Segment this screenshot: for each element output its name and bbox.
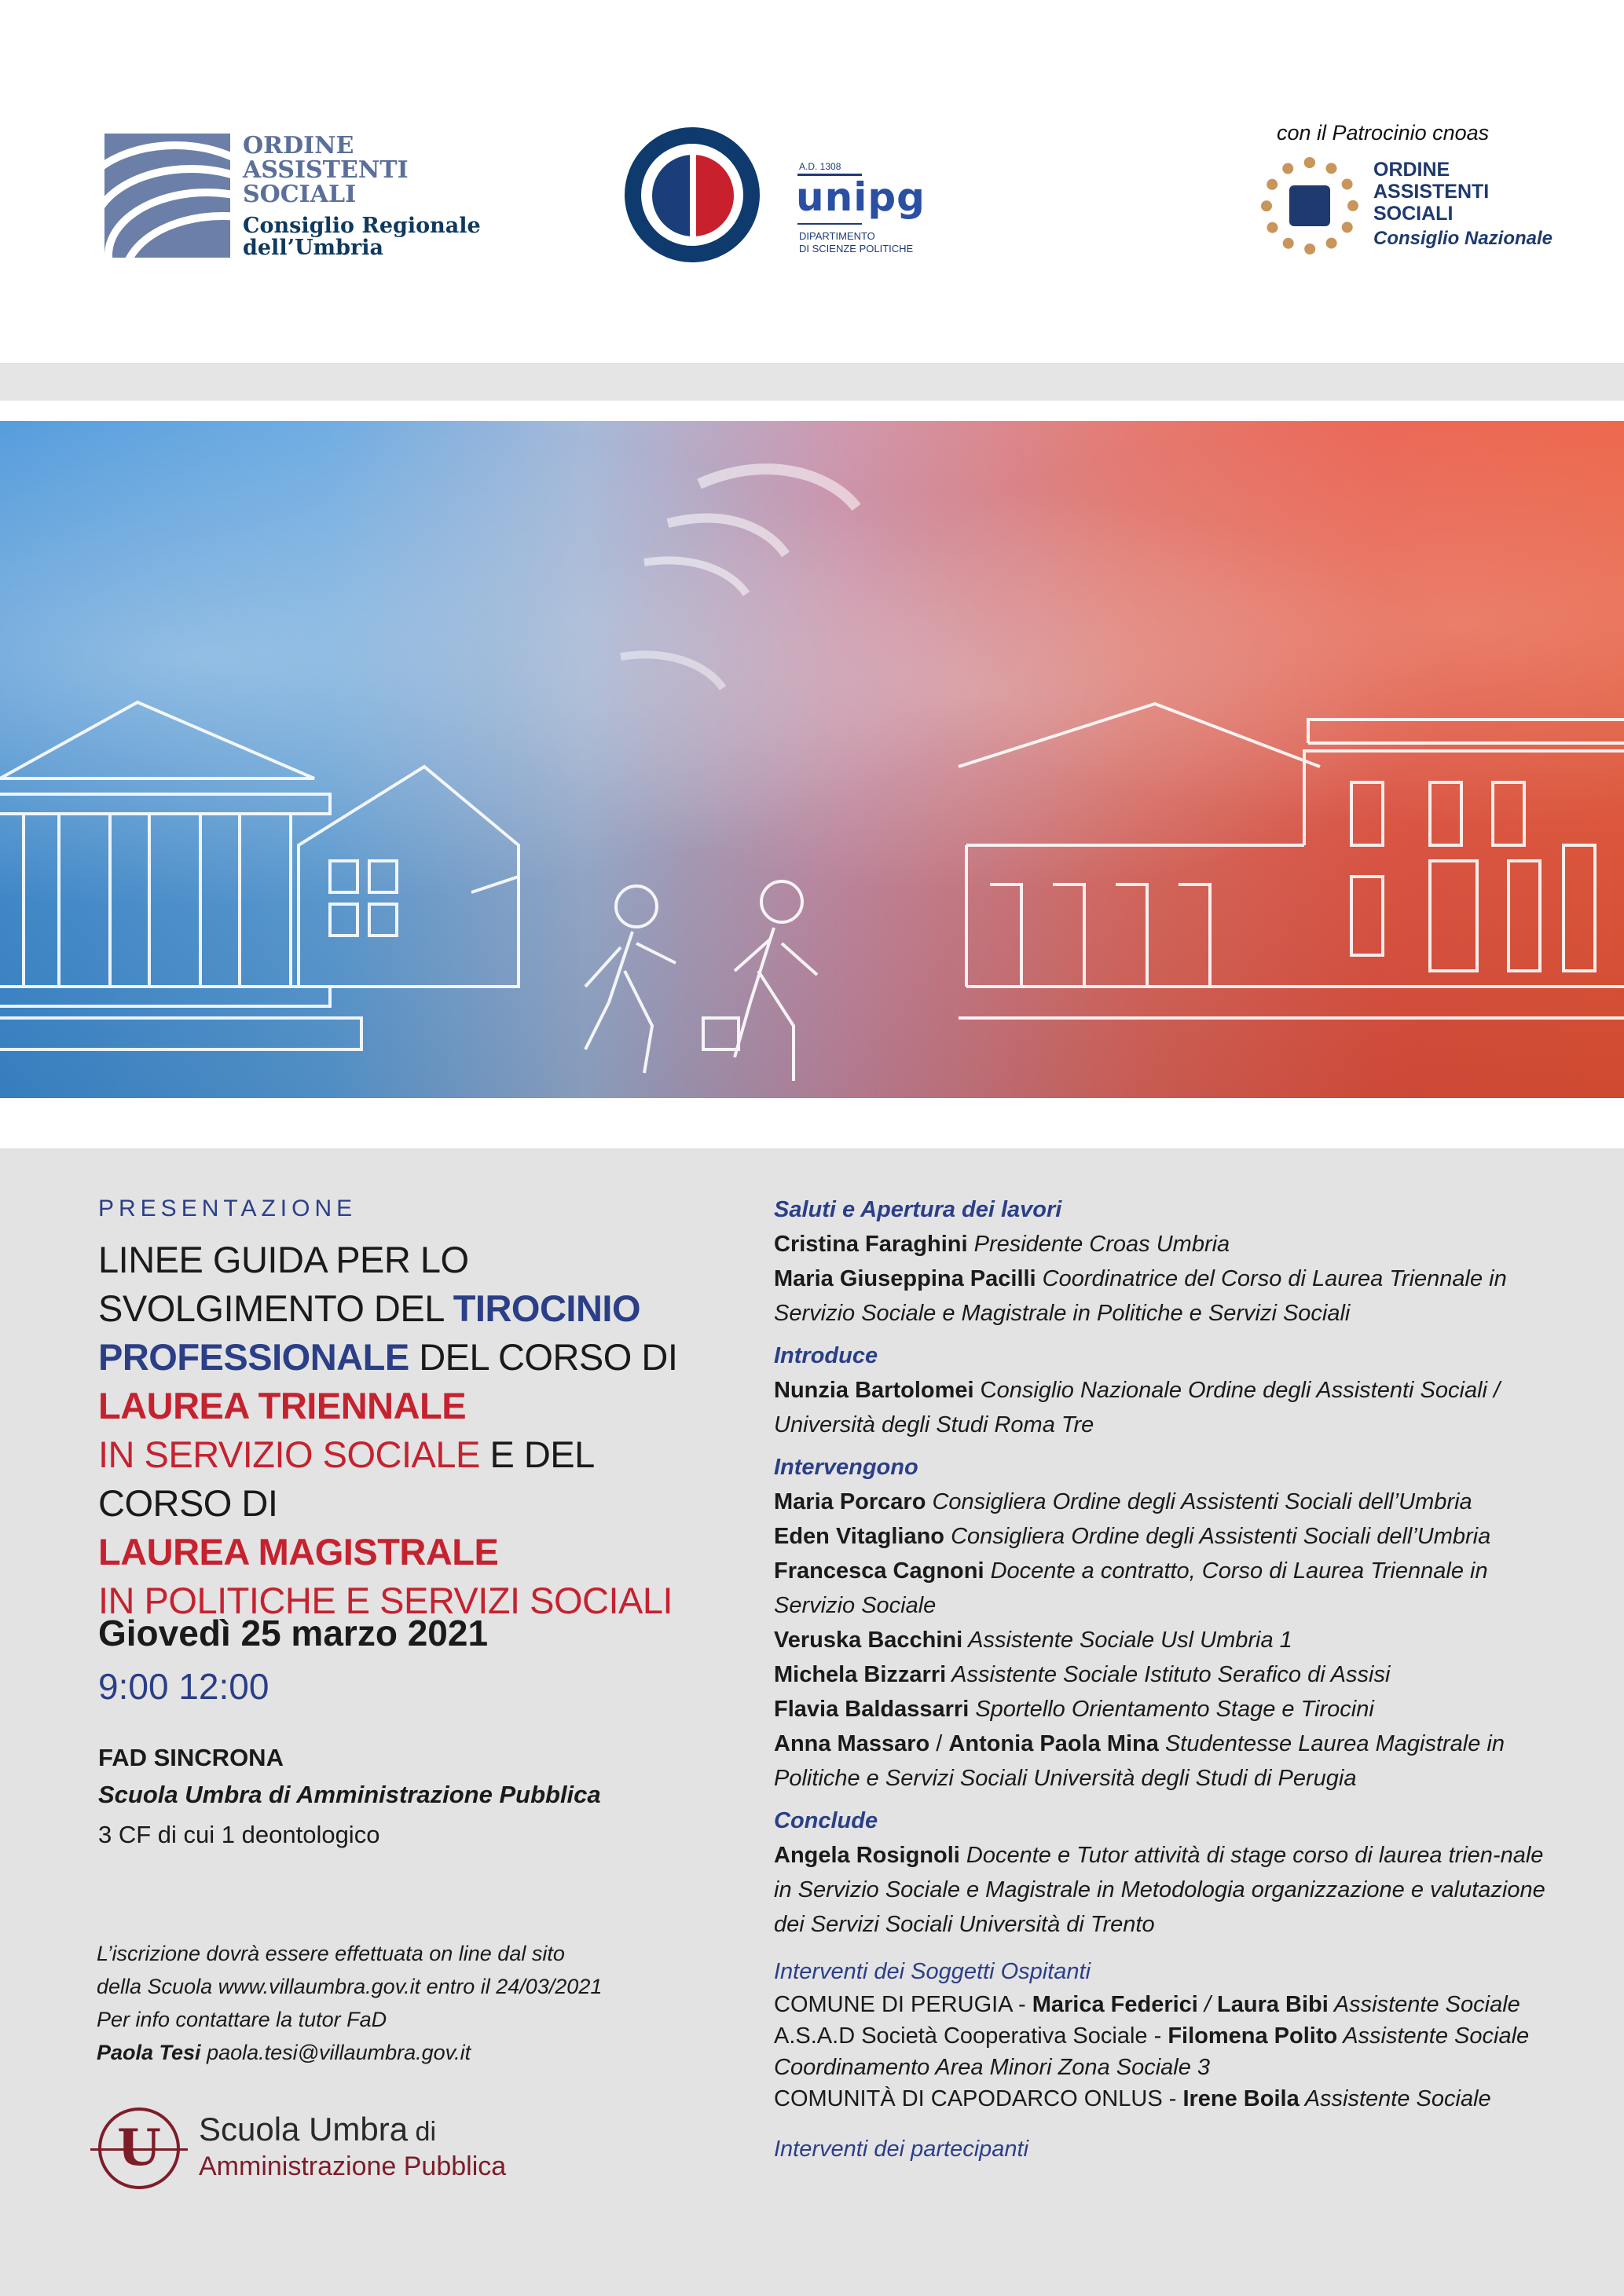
speaker-item: [774, 1838, 1567, 1942]
ospitante-org: COMUNITÀ DI CAPODARCO ONLUS -: [774, 2086, 1183, 2111]
event-date: Giovedì 25 marzo 2021: [98, 1613, 489, 1653]
banner-line-art: [0, 421, 1624, 1098]
speaker-name: Marica Federici: [1032, 1992, 1198, 2017]
presentazione-label: PRESENTAZIONE: [98, 1196, 357, 1221]
oas-umbria-name: [243, 134, 409, 207]
ospitante-item: [774, 2083, 1567, 2115]
speaker-role: Consigliera Ordine degli Assistenti Sociali dell’Umbria: [926, 1489, 1472, 1514]
scuola-umbra-line1: [199, 2111, 436, 2148]
oas-umbria-region2: dell’Umbria: [243, 236, 383, 260]
title-line2-a: SVOLGIMENTO DEL: [98, 1287, 453, 1329]
section-conclude: Conclude: [774, 1808, 878, 1833]
speaker-name: Veruska Bacchini: [774, 1628, 963, 1653]
speaker-name: Flavia Baldassarri: [774, 1697, 970, 1722]
speaker-separator: /: [1197, 1992, 1218, 2017]
speaker-name: Antonia Paola Mina: [948, 1731, 1159, 1756]
title-laurea-triennale: LAUREA TRIENNALE: [98, 1385, 467, 1426]
patrocinio-label: con il Patrocinio cnoas: [1277, 121, 1490, 145]
registration-info: [97, 1937, 694, 2069]
speaker-name: Maria Giuseppina Pacilli: [774, 1266, 1036, 1291]
speaker-name: Nunzia Bartolomei: [774, 1378, 974, 1403]
ospitante-org: COMUNE DI PERUGIA -: [774, 1992, 1032, 2017]
left-building-entablature: [0, 794, 330, 814]
title-politiche: IN POLITICHE E SERVIZI SOCIALI: [98, 1580, 673, 1621]
unipg-year: A.D. 1308: [799, 161, 841, 172]
cnoas-line1: ORDINE: [1373, 159, 1450, 181]
speaker-item: [774, 1692, 1567, 1727]
speaker-role: Sportello Orientamento Stage e Tirocini: [969, 1697, 1374, 1722]
title-professionale: PROFESSIONALE: [98, 1336, 409, 1378]
oas-umbria-line3: SOCIALI: [243, 181, 357, 208]
speaker-name: Eden Vitagliano: [774, 1524, 945, 1549]
unipg-seal-icon: [625, 127, 760, 262]
header-divider-band: [0, 363, 1624, 401]
event-organizer: Scuola Umbra di Amministrazione Pubblica: [98, 1781, 601, 1808]
logo-oas-umbria: [104, 134, 513, 259]
title-line3-b: DEL CORSO DI: [409, 1336, 678, 1378]
info-contact: [97, 2036, 694, 2069]
logo-scuola-umbra: [98, 2107, 538, 2194]
speaker-role: Docente e Tutor attività di stage corso di laurea trien-nale in Servizio Sociale e Magistrale in Metodologia organizzazione e valutazione dei Servizi Sociali Università di Trento: [774, 1843, 1545, 1937]
event-credits: 3 CF di cui 1 deontologico: [98, 1821, 380, 1848]
ospitante-org: A.S.A.D Società Cooperativa Sociale -: [774, 2023, 1168, 2049]
speaker-role: Coordinamento Area Minori Zona Sociale 3: [774, 2055, 1211, 2080]
hero-banner-image: [0, 421, 1624, 1098]
speaker-item: [774, 1519, 1567, 1554]
speaker-item: [774, 1727, 1567, 1796]
speaker-item: [774, 1554, 1567, 1623]
cnoas-line2: ASSISTENTI: [1373, 181, 1490, 203]
event-title: [98, 1236, 727, 1625]
info-line3: Per info contattare la tutor FaD: [97, 2008, 387, 2031]
speaker-item: [774, 1262, 1567, 1331]
logo-unipg: [625, 127, 926, 269]
speaker-role: onsiglio Nazionale Ordine degli Assistenti Sociali / Università degli Studi Roma Tre: [774, 1378, 1501, 1437]
title-line5-b: E DEL CORSO DI: [98, 1434, 594, 1524]
title-line5: [98, 1430, 727, 1528]
section-ospitanti: Interventi dei Soggetti Ospitanti: [774, 1959, 1091, 1984]
cnoas-sub: Consiglio Nazionale: [1373, 228, 1553, 249]
section-saluti: Saluti e Apertura dei lavori: [774, 1197, 1062, 1222]
speaker-role: Coordinatrice del Corso di Laurea Triennale in Servizio Sociale e Magistrale in Politiche e Servizi Sociali: [774, 1266, 1507, 1326]
speaker-name: Michela Bizzarri: [774, 1662, 947, 1687]
speaker-role: Assistente Sociale: [1337, 2023, 1530, 2049]
left-building-roof: [0, 702, 314, 778]
title-servizio-sociale: IN SERVIZIO SOCIALE: [98, 1434, 480, 1475]
title-line1: LINEE GUIDA PER LO: [98, 1239, 469, 1280]
info-line1: L’iscrizione dovrà essere effettuata on line dal sito: [97, 1942, 565, 1965]
section-introduce: Introduce: [774, 1343, 878, 1368]
speaker-separator: /: [929, 1731, 949, 1756]
speaker-role: Docente a contratto, Corso di Laurea Triennale in Servizio Sociale: [774, 1558, 1488, 1618]
event-time: 9:00 12:00: [98, 1666, 269, 1707]
speaker-name: Laura Bibi: [1217, 1992, 1329, 2017]
speaker-item: [774, 1657, 1567, 1692]
scuola-umbra-line2: Amministrazione Pubblica: [199, 2151, 507, 2181]
oas-umbria-mark-icon: [104, 134, 230, 258]
speaker-item: [774, 1485, 1567, 1519]
event-format: FAD SINCRONA: [98, 1744, 284, 1771]
oas-umbria-line1: ORDINE: [243, 132, 354, 159]
cnoas-mark-icon: [1261, 157, 1358, 255]
speaker-role: Presidente Croas Umbria: [967, 1232, 1230, 1257]
speaker-name: Anna Massaro: [774, 1731, 930, 1756]
unipg-dept-line1: DIPARTIMENTO: [799, 230, 875, 242]
speaker-role: Assistente Sociale: [1299, 2086, 1491, 2111]
cnoas-line3: SOCIALI: [1373, 203, 1454, 225]
title-tirocinio: TIROCINIO: [453, 1287, 641, 1329]
speaker-name: Cristina Faraghini: [774, 1232, 968, 1257]
speaker-name: Angela Rosignoli: [774, 1843, 960, 1868]
scuola-umbra-name: Scuola Umbra: [199, 2111, 409, 2148]
speaker-role: Assistente Sociale Istituto Serafico di Assisi: [946, 1662, 1391, 1687]
title-laurea-magistrale: LAUREA MAGISTRALE: [98, 1531, 499, 1573]
speaker-name: Francesca Cagnoni: [774, 1558, 984, 1584]
unipg-department: [799, 230, 913, 255]
unipg-wordmark: unipg: [796, 174, 926, 220]
speaker-role: Consigliera Ordine degli Assistenti Sociali dell’Umbria: [944, 1524, 1491, 1549]
title-line2: [98, 1284, 727, 1333]
speaker-name: Filomena Polito: [1168, 2023, 1338, 2049]
speaker-role: Studentesse Laurea Magistrale in Politiche e Servizi Sociali Università degli Studi di Perugia: [774, 1731, 1505, 1791]
speaker-item: [774, 1373, 1567, 1442]
scuola-umbra-di: di: [408, 2117, 437, 2147]
scuola-umbra-mark-icon: [98, 2107, 180, 2189]
program: [774, 1192, 1567, 2166]
speaker-item: [774, 1623, 1567, 1657]
speaker-role: Assistente Sociale Usl Umbria 1: [962, 1628, 1292, 1653]
ospitante-item: [774, 1989, 1567, 2020]
tutor-name: Paola Tesi: [97, 2041, 201, 2064]
info-line2: della Scuola www.villaumbra.gov.it entro il 24/03/2021: [97, 1975, 603, 1998]
speaker-role-initial: C: [973, 1378, 997, 1403]
oas-umbria-region1: Consiglio Regionale: [243, 214, 481, 238]
logo-cnoas: [1257, 118, 1553, 275]
speaker-role: Assistente Sociale: [1328, 1992, 1520, 2017]
oas-umbria-line2: ASSISTENTI: [243, 156, 409, 184]
tutor-email[interactable]: paola.tesi@villaumbra.gov.it: [200, 2041, 471, 2064]
unipg-dept-line2: DI SCIENZE POLITICHE: [799, 243, 914, 255]
section-partecipanti: Interventi dei partecipanti: [774, 2137, 1029, 2162]
scuola-umbra-mark-letter: U: [117, 2118, 161, 2177]
speaker-name: Maria Porcaro: [774, 1489, 926, 1514]
section-intervengono: Intervengono: [774, 1455, 918, 1480]
ospitante-item: [774, 2020, 1567, 2052]
speaker-name: Irene Boila: [1182, 2086, 1300, 2111]
ospitante-item: [774, 2052, 1567, 2083]
speaker-item: [774, 1227, 1567, 1262]
title-line3: [98, 1333, 727, 1382]
oas-umbria-region: [243, 215, 481, 259]
ospitanti-list: [774, 1989, 1567, 2115]
right-building-roof: [959, 704, 1320, 767]
cnoas-name: [1373, 159, 1489, 225]
